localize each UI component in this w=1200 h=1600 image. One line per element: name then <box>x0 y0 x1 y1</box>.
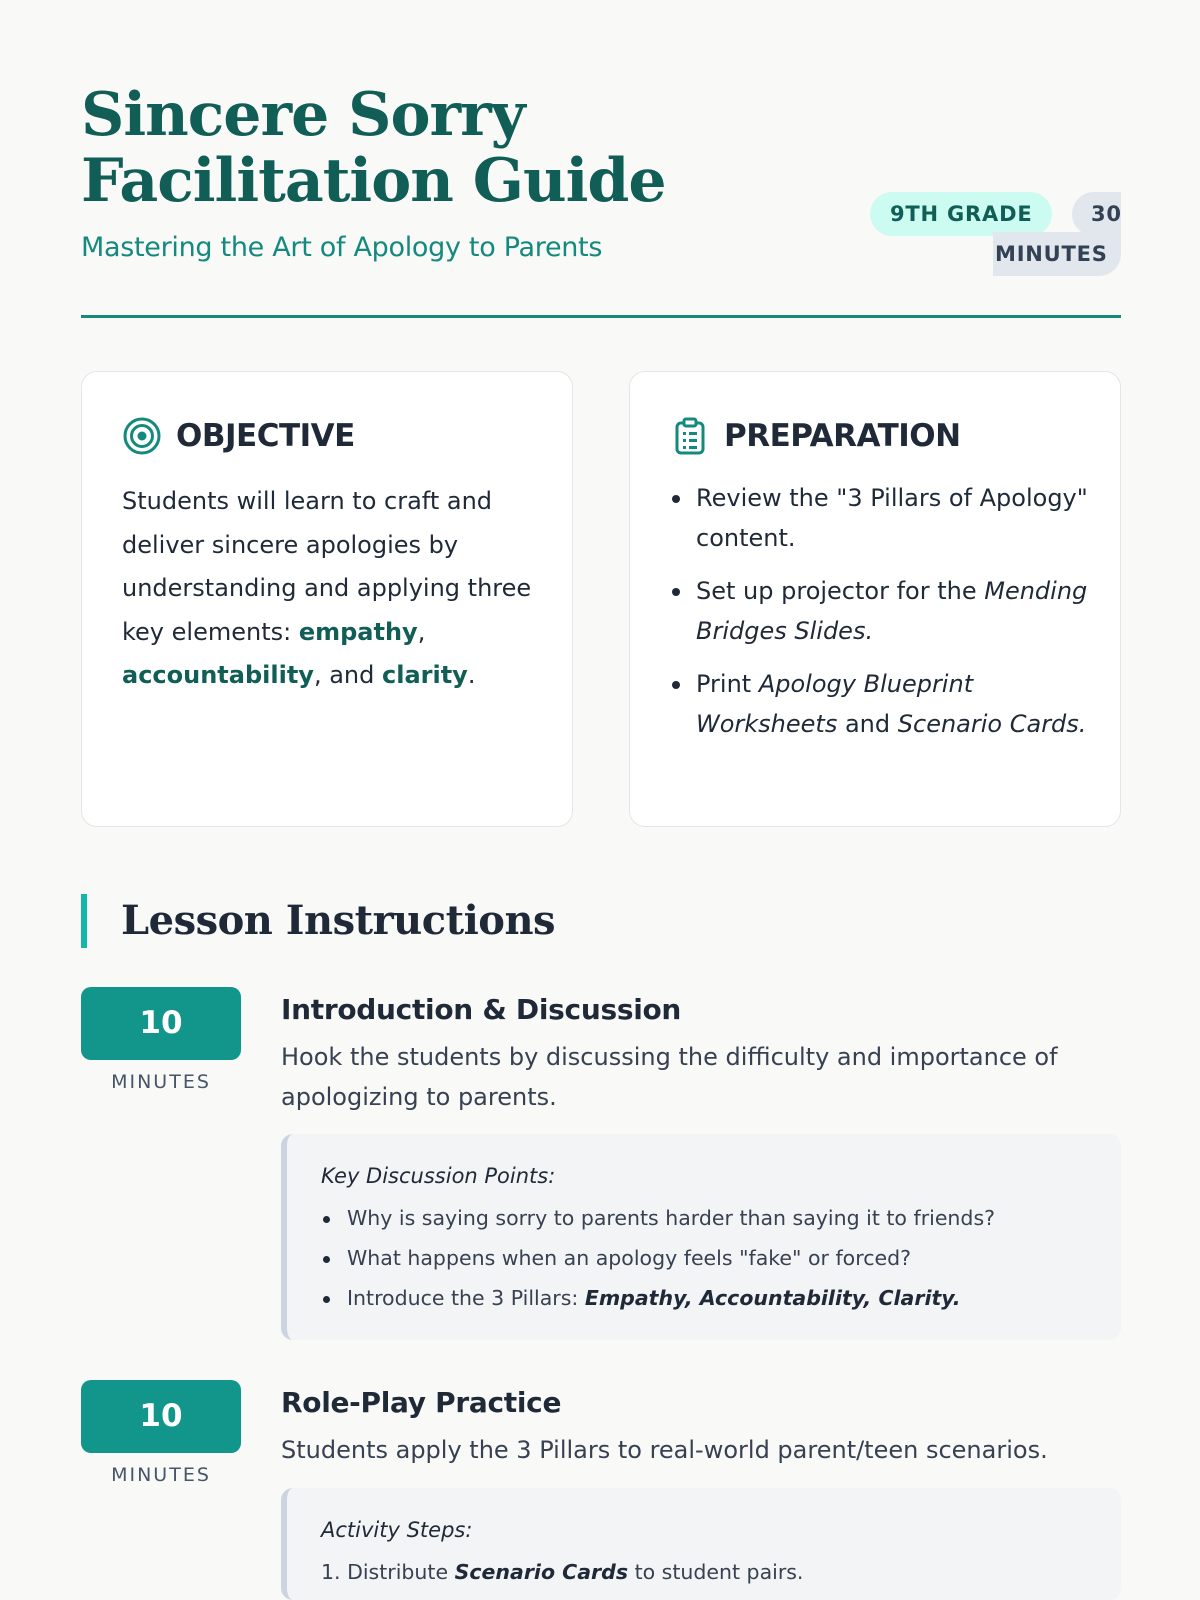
list-item-text-end: to student pairs. <box>628 1560 804 1584</box>
facilitation-guide <box>81 0 1122 1584</box>
keyword-clarity: clarity <box>382 661 468 689</box>
objective-card <box>81 371 573 827</box>
scenario-cards-term: Scenario Cards <box>454 1560 629 1584</box>
lesson-instructions-title: Lesson Instructions <box>81 894 555 948</box>
preparation-header <box>670 416 961 456</box>
keyword-empathy: empathy <box>298 617 418 646</box>
preparation-label: PREPARATION <box>724 418 961 454</box>
note-heading: Activity Steps: <box>321 1518 473 1542</box>
preparation-list <box>670 478 1090 757</box>
list-item <box>321 1278 1121 1318</box>
objective-text <box>122 480 542 698</box>
duration-unit: MINUTES <box>993 232 1121 276</box>
activity-steps-box <box>281 1488 1121 1600</box>
objective-end: . <box>467 661 476 689</box>
list-item: What happens when an apology feels "fake" or forced? <box>321 1238 1121 1278</box>
objective-sep-2: , and <box>313 661 382 689</box>
grade-tag: 9TH GRADE <box>870 192 1052 236</box>
list-item-text: Introduce the 3 Pillars: <box>347 1286 585 1310</box>
clipboard-icon <box>670 416 710 456</box>
prep-item-print-and: and <box>837 710 898 738</box>
discussion-points-box <box>281 1134 1121 1340</box>
list-item: Why is saying sorry to parents harder than saying it to friends? <box>321 1198 1121 1238</box>
prep-item-print-worksheets: Apology Blueprint Worksheets <box>696 670 974 738</box>
step-duration-badge: 10 <box>81 987 241 1060</box>
keyword-accountability: accountability <box>122 661 314 689</box>
objective-label: OBJECTIVE <box>176 418 355 454</box>
page-title: Sincere Sorry Facilitation Guide <box>81 80 666 216</box>
duration-number: 30 <box>1072 192 1121 236</box>
step-duration-unit: MINUTES <box>111 1464 211 1486</box>
prep-item-review: Review the "3 Pillars of Apology" content. <box>670 478 1090 558</box>
prep-item-projector-slides: Mending Bridges Slides. <box>696 577 1088 645</box>
duration-tag <box>995 192 1122 276</box>
info-cards <box>81 371 1121 827</box>
page-subtitle: Mastering the Art of Apology to Parents <box>81 232 603 263</box>
list-item-text: 1. Distribute <box>321 1560 455 1584</box>
note-heading: Key Discussion Points: <box>321 1164 556 1188</box>
objective-text-start: Students will learn to craft and deliver sincere apologies by understanding and applying three key elements: <box>122 487 532 646</box>
step-description: Students apply the 3 Pillars to real-world parent/teen scenarios. <box>281 1436 1048 1464</box>
preparation-card <box>629 371 1121 827</box>
prep-item-projector <box>670 571 1090 651</box>
target-icon <box>122 416 162 456</box>
step-description: Hook the students by discussing the difficulty and importance of apologizing to parents. <box>281 1043 1058 1111</box>
page-header <box>81 0 1121 318</box>
step-duration-unit: MINUTES <box>111 1071 211 1093</box>
step-title: Introduction & Discussion <box>281 993 682 1026</box>
step-title: Role-Play Practice <box>281 1386 562 1419</box>
objective-sep-1: , <box>417 617 426 646</box>
objective-header <box>122 416 355 456</box>
activity-steps-list <box>321 1552 1121 1592</box>
pillars-list: Empathy, Accountability, Clarity. <box>584 1286 961 1310</box>
prep-item-print <box>670 664 1090 744</box>
step-duration-badge: 10 <box>81 1380 241 1453</box>
list-item <box>321 1552 1121 1592</box>
prep-item-print-cards: Scenario Cards. <box>897 710 1087 738</box>
discussion-points-list <box>321 1198 1121 1318</box>
prep-item-print-text: Print <box>696 670 759 698</box>
prep-item-projector-text: Set up projector for the <box>696 577 985 605</box>
